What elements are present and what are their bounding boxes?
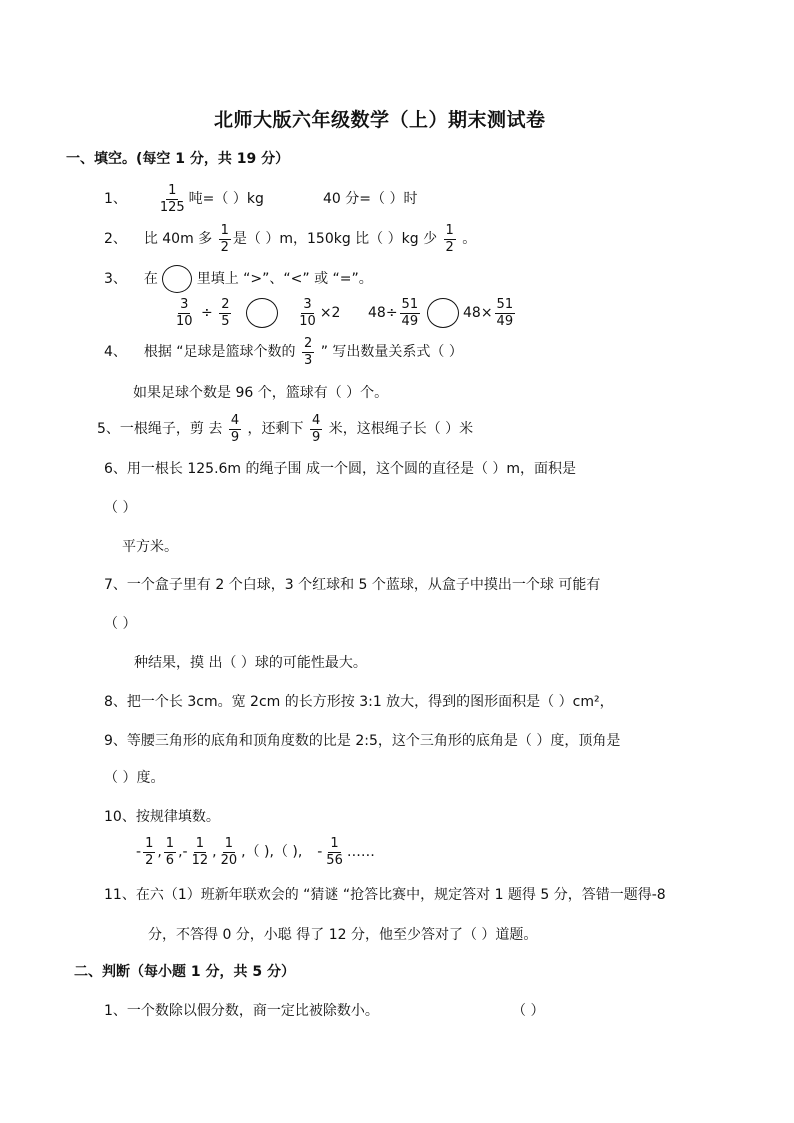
s2-question-1: 1、一个数除以假分数，商一定比被除数小。 (104, 1003, 379, 1019)
q9-line-2: （ ）度。 (104, 770, 165, 786)
question-6: 6、用一根长 125.6m 的绳子围 成一个圆，这个圆的直径是（ ）m，面积是 (104, 461, 577, 477)
question-9: 9、等腰三角形的底角和顶角度数的比是 2:5，这个三角形的底角是（ ）度，顶角是 (104, 733, 621, 749)
q1-text-a: 吨=（ ）kg (188, 191, 264, 208)
question-number: 4、 (104, 344, 127, 361)
fraction: $\frac{2}{3}$ (303, 336, 313, 368)
comparison-circle[interactable] (162, 265, 192, 293)
q6-line-2: （ ） (104, 500, 137, 516)
fraction: $\frac{1}{2}$ (445, 223, 454, 255)
question-10: 10、按规律填数。 (104, 809, 220, 825)
question-8: 8、把一个长 3cm。宽 2cm 的长方形按 3:1 放大，得到的图形面积是（ ）cm²， (104, 694, 614, 710)
question-2: 2、 比 40m 多 $\frac{1}{2}$ 是（ ）m，150kg 比（ ）kg 少 $\frac{1}{2}$ 。 (104, 223, 477, 255)
page-title: 北师大版六年级数学（上）期末测试卷 (214, 109, 546, 131)
fraction: $\frac{4}{9}$ (312, 413, 321, 445)
section-2-heading: 二、判断（每小题 1 分，共 5 分） (74, 964, 295, 980)
comparison-circle[interactable] (246, 298, 278, 328)
q6-line-3: 平方米。 (122, 539, 178, 555)
answer-blank[interactable]: （ ） (512, 1003, 545, 1019)
q4-line-2: 如果足球个数是 96 个，篮球有（ ）个。 (133, 385, 389, 401)
fraction: $\frac{1}{2}$ (220, 223, 229, 255)
q3-expression-1: $\frac{3}{10}$ ÷ $\frac{2}{5}$ $\frac{3}{10}$ ×2 (176, 297, 341, 329)
question-number: 3、 (104, 271, 127, 287)
question-11: 11、在六（1）班新年联欢会的 “猜谜 “抢答比赛中，规定答对 1 题得 5 分，答错一题得-8 (104, 887, 666, 903)
q11-line-2: 分，不答得 0 分，小聪 得了 12 分，他至少答对了（ ）道题。 (148, 927, 538, 943)
comparison-circle[interactable] (427, 298, 459, 328)
q1-text-b: 40 分=（ ）时 (323, 191, 418, 207)
question-number: 1、 (104, 191, 127, 208)
question-7: 7、一个盒子里有 2 个白球，3 个红球和 5 个蓝球，从盒子中摸出一个球 可能有 (104, 577, 601, 593)
q10-sequence: - $\frac{1}{2}$ , $\frac{1}{6}$ ,- $\frac{1}{12}$ , $\frac{1}{20}$ ,（ ),（ ), - $\frac{1}{56}$ …… (136, 836, 375, 868)
fraction: $\frac{1}{125}$ (159, 183, 185, 215)
fraction: $\frac{4}{9}$ (230, 413, 240, 445)
question-3: 3、 在 里填上 “>”、“<” 或 “=”。 (104, 265, 373, 293)
q7-line-3: 种结果，摸 出（ ）球的可能性最大。 (134, 655, 367, 671)
question-1 (104, 184, 264, 214)
q3-expression-2: 48÷ $\frac{51}{49}$ 48× $\frac{51}{49}$ (368, 297, 514, 329)
section-1-heading: 一、填空。(每空 1 分，共 19 分） (66, 151, 290, 167)
question-number: 2、 (104, 231, 127, 248)
question-5: 5、一根绳子，剪 去 $\frac{4}{9}$ ，还剩下 $\frac{4}{9}$ 米，这根绳子长（ ）米 (97, 413, 474, 445)
question-4: 4、 根据 “足球是篮球个数的 $\frac{2}{3}$ ” 写出数量关系式（ ） (104, 336, 463, 368)
q7-line-2: （ ） (104, 616, 137, 632)
